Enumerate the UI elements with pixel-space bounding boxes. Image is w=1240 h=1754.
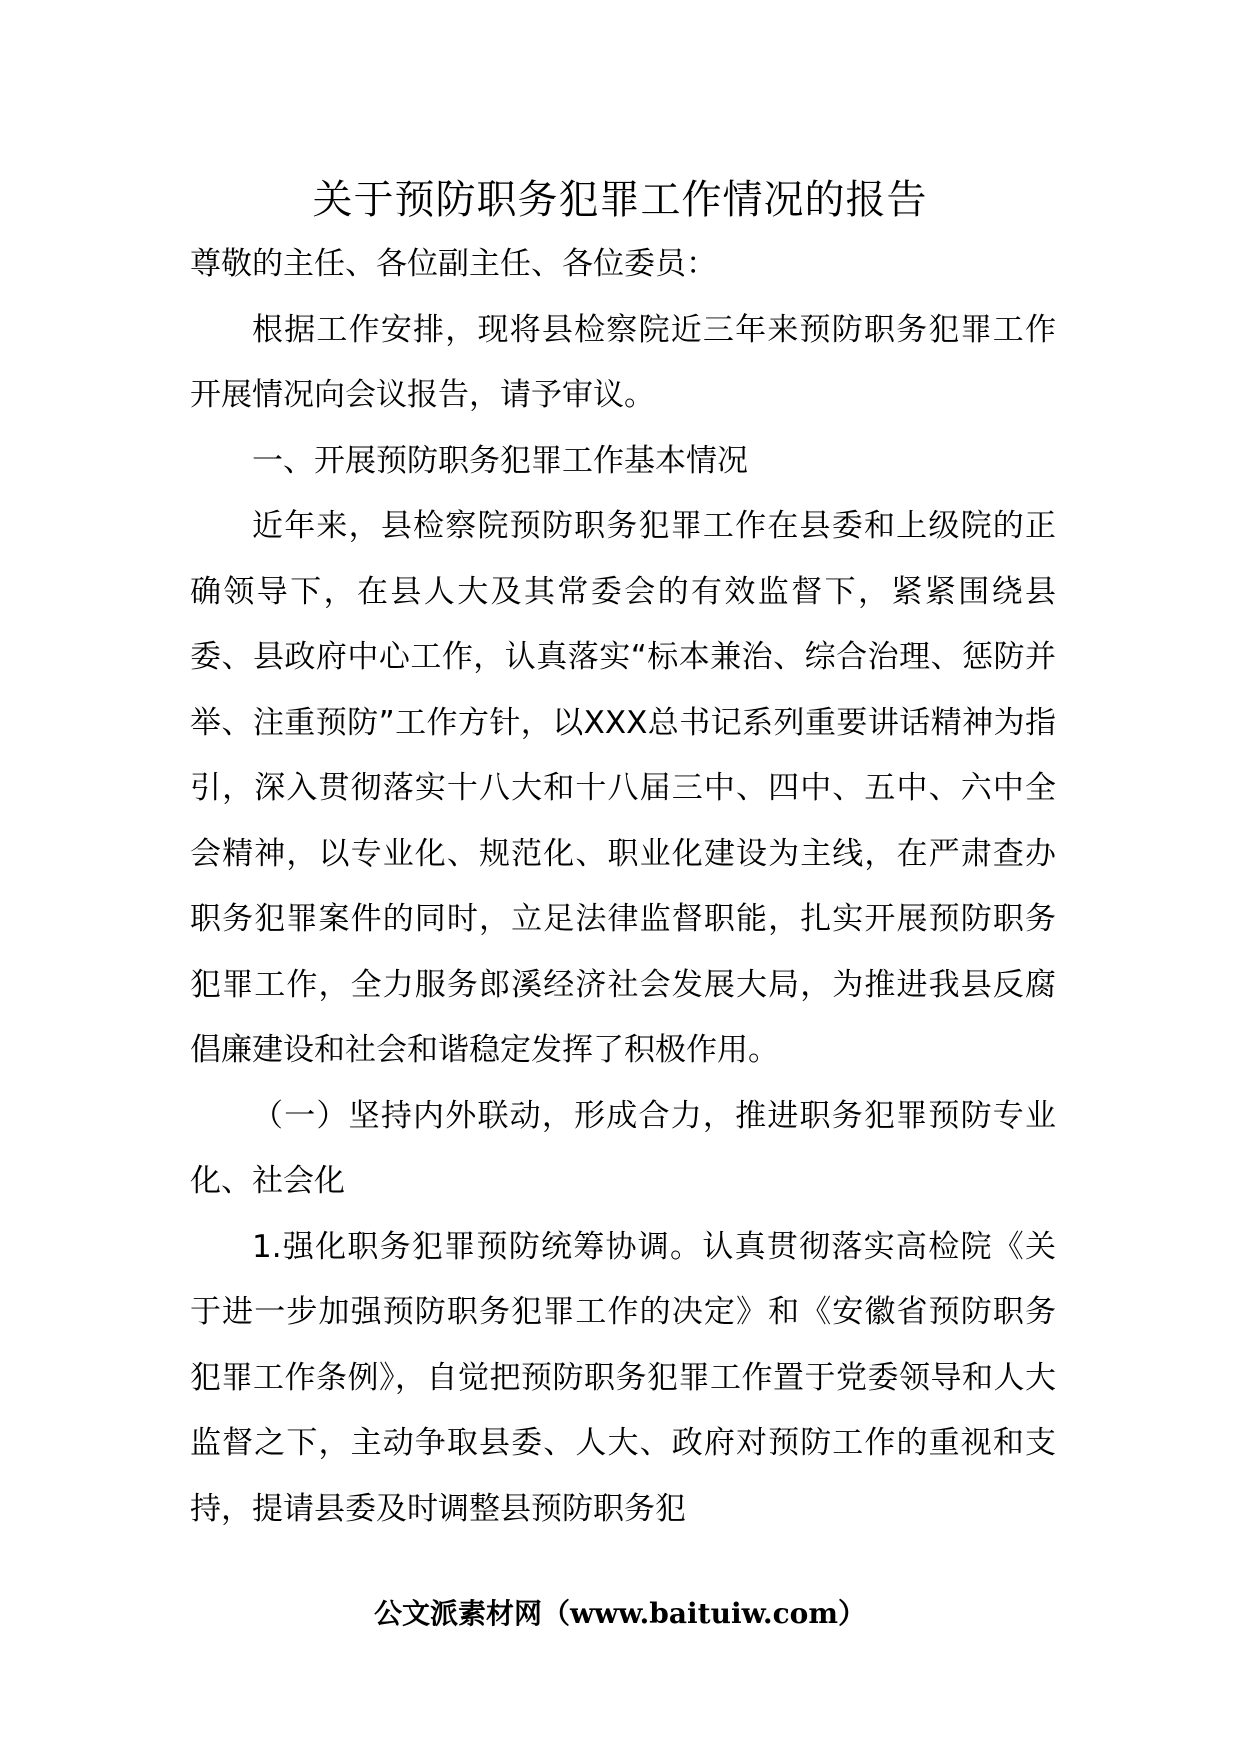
salutation: 尊敬的主任、各位副主任、各位委员： — [190, 246, 717, 282]
paragraph-item-1: 1.强化职务犯罪预防统筹协调。认真贯彻落实高检院《关于进一步加强预防职务犯罪工作的决定》和《安徽省预防职务犯罪工作条例》，自觉把预防职务犯罪工作置于党委领导和人大监督之下，主动争取县委、人大、政府对预防工作的重视和支持，提请县委及时调整县预防职务犯 — [190, 1228, 1056, 1527]
footer-watermark — [0, 1594, 1240, 1634]
paragraph-intro: 根据工作安排，现将县检察院近三年来预防职务犯罪工作开展情况向会议报告，请予审议。 — [190, 311, 1056, 413]
paragraph-overview: 近年来，县检察院预防职务犯罪工作在县委和上级院的正确领导下，在县人大及其常委会的有效监督下，紧紧围绕县委、县政府中心工作，认真落实“标本兼治、综合治理、惩防并举、注重预防”工作方针，以XXX总书记系列重要讲话精神为指引，深入贯彻落实十八大和十八届三中、四中、五中、六中全会精神，以专业化、规范化、职业化建设为主线，在严肃查办职务犯罪案件的同时，立足法律监督职能，扎实开展预防职务犯罪工作，全力服务郎溪经济社会发展大局，为推进我县反腐倡廉建设和社会和谐稳定发挥了积极作用。 — [190, 508, 1056, 1068]
footer-site-url: （www.baituiw.com） — [542, 1597, 866, 1630]
footer-site-name: 公文派素材网 — [374, 1597, 543, 1630]
subsection-heading-1: （一）坚持内外联动，形成合力，推进职务犯罪预防专业化、社会化 — [190, 1097, 1056, 1199]
document-title: 关于预防职务犯罪工作情况的报告 — [312, 177, 928, 223]
document-body — [190, 232, 1056, 1542]
section-heading-1: 一、开展预防职务犯罪工作基本情况 — [252, 442, 748, 479]
